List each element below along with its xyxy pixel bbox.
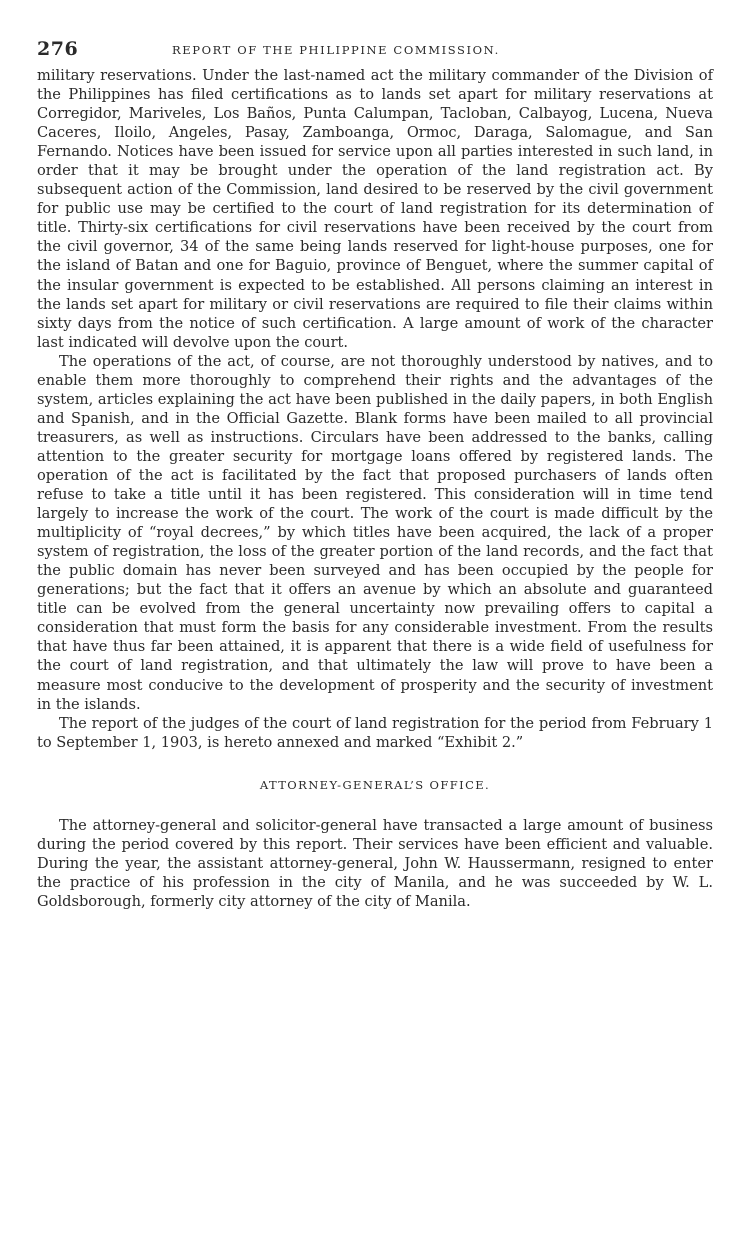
paragraph-attorney-general-office: The attorney-general and solicitor-general have transacted a large amount of business during the period covered by this report. Their services have been efficient and valuable. During the year, the assistant attorney-general, John W. Haussermann, resigned to enter the practice of his profession in the city of Manila, and he was succeeded by W. L. Goldsborough, formerly city attorney of the city of Manila. — [37, 816, 713, 910]
page-number: 276 — [37, 38, 79, 60]
body-text — [37, 66, 713, 911]
running-head: REPORT OF THE PHILIPPINE COMMISSION. — [172, 43, 500, 57]
paragraph-judges-report: The report of the judges of the court of land registration for the period from February 1 to September 1, 1903, is hereto annexed and marked “Exhibit 2.” — [37, 714, 713, 751]
paragraph-military-reservations: military reservations. Under the last-named act the military commander of the Division of the Philippines has filed certifications as to lands set apart for military reservations at Corregidor, Mariveles, Los Baños, Punta Calumpan, Tacloban, Calbayog, Lucena, Nueva Caceres, Iloilo, Angeles, Pasay, Zamboanga, Ormoc, Daraga, Salomague, and San Fernando. Notices have been issued for service upon all parties interested in such land, in order that it may be brought under the operation of the land registration act. By subsequent action of the Commission, land desired to be reserved by the civil government for public use may be certified to the court of land registration for its determination of title. Thirty-six certifications for civil reservations have been received by the court from the civil governor, 34 of the same being lands reserved for light-house purposes, one for the island of Batan and one for Baguio, province of Benguet, where the summer capital of the insular government is expected to be established. All persons claiming an interest in the lands set apart for military or civil reservations are required to file their claims within sixty days from the notice of such certification. A large amount of work of the character last indicated will devolve upon the court. — [37, 67, 713, 351]
section-heading-attorney-general: ATTORNEY-GENERAL’S OFFICE. — [259, 777, 491, 792]
paragraph-operations-of-act: The operations of the act, of course, are not thoroughly understood by natives, and to enable them more thoroughly to comprehend their rights and the advantages of the system, articles explaining the act have been published in the daily papers, in both English and Spanish, and in the Official Gazette. Blank forms have been mailed to all provincial treasurers, as well as instructions. Circulars have been addressed to the banks, calling attention to the greater security for mortgage loans offered by registered lands. The operation of the act is facilitated by the fact that proposed purchasers of lands often refuse to take a title until it has been registered. This consideration will in time tend largely to increase the work of the court. The work of the court is made difficult by the multiplicity of “royal decrees,” by which titles have been acquired, the lack of a proper system of registration, the loss of the greater portion of the land records, and the fact that the public domain has never been surveyed and has been occupied by the people for generations; but the fact that it offers an avenue by which an absolute and guaranteed title can be evolved from the general uncertainty now prevailing offers to capital a consideration that must form the basis for any considerable investment. From the results that have thus far been attained, it is apparent that there is a wide field of usefulness for the court of land registration, and that ultimately the law will prove to have been a measure most conducive to the development of prosperity and the security of investment in the islands. — [37, 352, 713, 713]
page-header — [37, 38, 713, 66]
book-page — [37, 38, 713, 1238]
